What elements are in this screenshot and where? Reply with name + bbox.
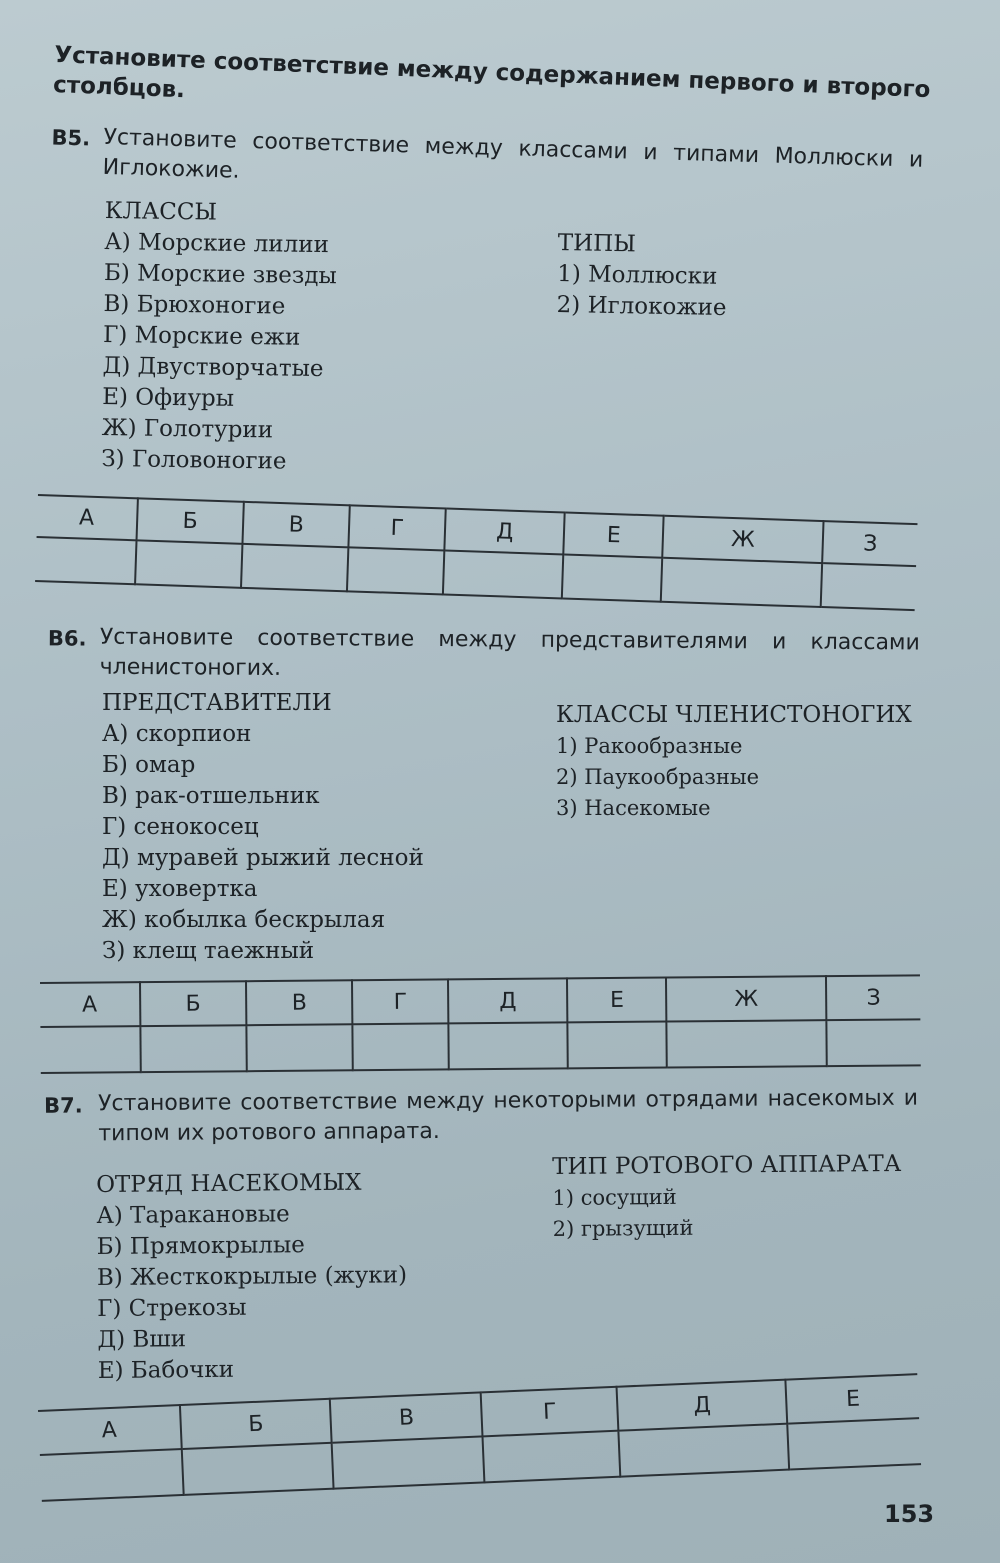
right-column-b7: [552, 1149, 902, 1245]
list-item: З) Головоногие: [101, 445, 287, 475]
left-column-b6: [102, 688, 424, 967]
answer-cell[interactable]: [40, 1449, 183, 1501]
list-item: Г) Морские ежи: [102, 321, 301, 351]
answer-cell[interactable]: [449, 1022, 569, 1069]
task-number: B6.: [47, 626, 87, 651]
list-item: А) Морские лилии: [104, 228, 330, 259]
list-item: 1) сосущий: [552, 1184, 677, 1210]
list-item: А) Таракановые: [96, 1201, 290, 1229]
answer-letter: З: [826, 975, 920, 1020]
right-column-heading: ТИПЫ: [557, 229, 637, 258]
list-item: 2) Паукообразные: [556, 765, 760, 789]
list-item: З) клещ таежный: [102, 938, 315, 964]
answer-cell[interactable]: [568, 1022, 667, 1069]
left-column-heading: ОТРЯД НАСЕКОМЫХ: [96, 1169, 362, 1198]
left-column-heading: КЛАССЫ: [104, 197, 218, 226]
left-column-b5: [101, 196, 338, 478]
list-item: В) Брюхоногие: [103, 290, 286, 320]
list-item: А) скорпион: [102, 721, 252, 747]
answer-cell[interactable]: [181, 1443, 334, 1495]
answer-letter: Г: [349, 505, 446, 550]
answer-cell[interactable]: [788, 1418, 921, 1469]
answer-cell[interactable]: [667, 1020, 827, 1067]
task-number: B7.: [44, 1093, 83, 1118]
answer-table-b7: [38, 1373, 921, 1502]
task-number: B5.: [51, 125, 91, 151]
left-column-b7: [96, 1167, 408, 1387]
answer-letter: Д: [617, 1380, 788, 1431]
list-item: Д) муравей рыжий лесной: [102, 845, 424, 871]
list-item: Г) Стрекозы: [97, 1294, 247, 1322]
answer-cell[interactable]: [40, 1026, 140, 1073]
list-item: Е) Бабочки: [97, 1356, 235, 1384]
task-prompt: Установите соответствие между представителями и классами членистоногих.: [99, 624, 920, 681]
answer-letter: В: [330, 1392, 482, 1442]
list-item: 2) Иглокожие: [556, 291, 727, 321]
list-item: В) рак-отшельник: [102, 783, 320, 809]
list-item: Ж) Голотурии: [101, 414, 274, 444]
right-column-b6: [556, 700, 912, 824]
task-b7: [0, 1083, 1000, 1147]
left-column-heading: ПРЕДСТАВИТЕЛИ: [102, 690, 332, 716]
answer-letter: Б: [136, 498, 244, 543]
answer-cell[interactable]: [821, 563, 916, 610]
answer-letter: Е: [567, 978, 666, 1023]
answer-letter: Д: [444, 509, 565, 555]
answer-letter: Г: [481, 1387, 619, 1437]
answer-cell[interactable]: [661, 558, 822, 607]
list-item: Б) Прямокрылые: [96, 1232, 305, 1260]
answer-cell[interactable]: [619, 1424, 790, 1477]
answer-cell[interactable]: [826, 1019, 920, 1066]
right-column-b5: [556, 228, 727, 324]
list-item: Д) Двустворчатые: [102, 352, 324, 383]
answer-letter: А: [38, 1405, 181, 1455]
right-column-heading: ТИП РОТОВОГО АППАРАТА: [552, 1150, 902, 1180]
page-number: 153: [884, 1500, 935, 1528]
list-item: Г) сенокосец: [102, 814, 259, 840]
list-item: 1) Моллюски: [556, 260, 718, 290]
answer-letter: Г: [352, 979, 448, 1024]
answer-letter: Б: [180, 1399, 332, 1449]
answer-letter: Б: [140, 981, 247, 1026]
task-prompt: Установите соответствие между классами и типами Моллюски и Иглокожие.: [102, 124, 924, 184]
answer-cell[interactable]: [353, 1023, 449, 1070]
answer-letter: Ж: [666, 976, 826, 1021]
list-item: В) Жесткокрылые (жуки): [96, 1262, 408, 1291]
answer-cell[interactable]: [140, 1025, 247, 1072]
answer-cell[interactable]: [135, 540, 243, 587]
answer-cell[interactable]: [246, 1024, 353, 1071]
answer-cell[interactable]: [347, 547, 444, 594]
list-item: Ж) кобылка бескрылая: [102, 907, 386, 933]
answer-letter: Ж: [662, 516, 823, 563]
answer-cell[interactable]: [483, 1431, 621, 1483]
section-instruction: Установите соответствие между содержанием первого и второго столбцов.: [52, 41, 931, 104]
answer-letter: А: [40, 982, 140, 1027]
list-item: 2) грызущий: [552, 1215, 694, 1241]
list-item: 1) Ракообразные: [556, 734, 743, 758]
answer-letter: Д: [448, 978, 568, 1023]
list-item: Б) Морские звезды: [103, 259, 338, 290]
answer-table-b6: [40, 974, 921, 1074]
table-row: [40, 1019, 920, 1073]
answer-letter: В: [243, 502, 351, 547]
answer-cell[interactable]: [332, 1436, 485, 1488]
answer-letter: А: [37, 495, 138, 540]
answer-cell[interactable]: [562, 554, 662, 601]
answer-cell[interactable]: [35, 537, 136, 584]
list-item: 3) Насекомые: [556, 796, 711, 820]
list-item: Д) Вши: [97, 1326, 187, 1353]
task-prompt: Установите соответствие между некоторыми отрядами насекомых и типом их ротового аппарата.: [98, 1085, 919, 1147]
answer-letter: Е: [564, 512, 664, 557]
answer-table-b5: [35, 494, 917, 611]
list-item: Е) уховертка: [102, 876, 258, 902]
list-item: Е) Офиуры: [102, 383, 235, 412]
answer-letter: Е: [786, 1374, 919, 1423]
task-b6: [0, 622, 1000, 681]
answer-cell[interactable]: [241, 544, 349, 591]
answer-letter: З: [822, 521, 917, 566]
right-column-heading: КЛАССЫ ЧЛЕНИСТОНОГИХ: [556, 702, 912, 728]
list-item: Б) омар: [102, 752, 196, 778]
table-row: [40, 975, 920, 1027]
answer-cell[interactable]: [443, 551, 564, 599]
answer-letter: В: [246, 980, 353, 1025]
